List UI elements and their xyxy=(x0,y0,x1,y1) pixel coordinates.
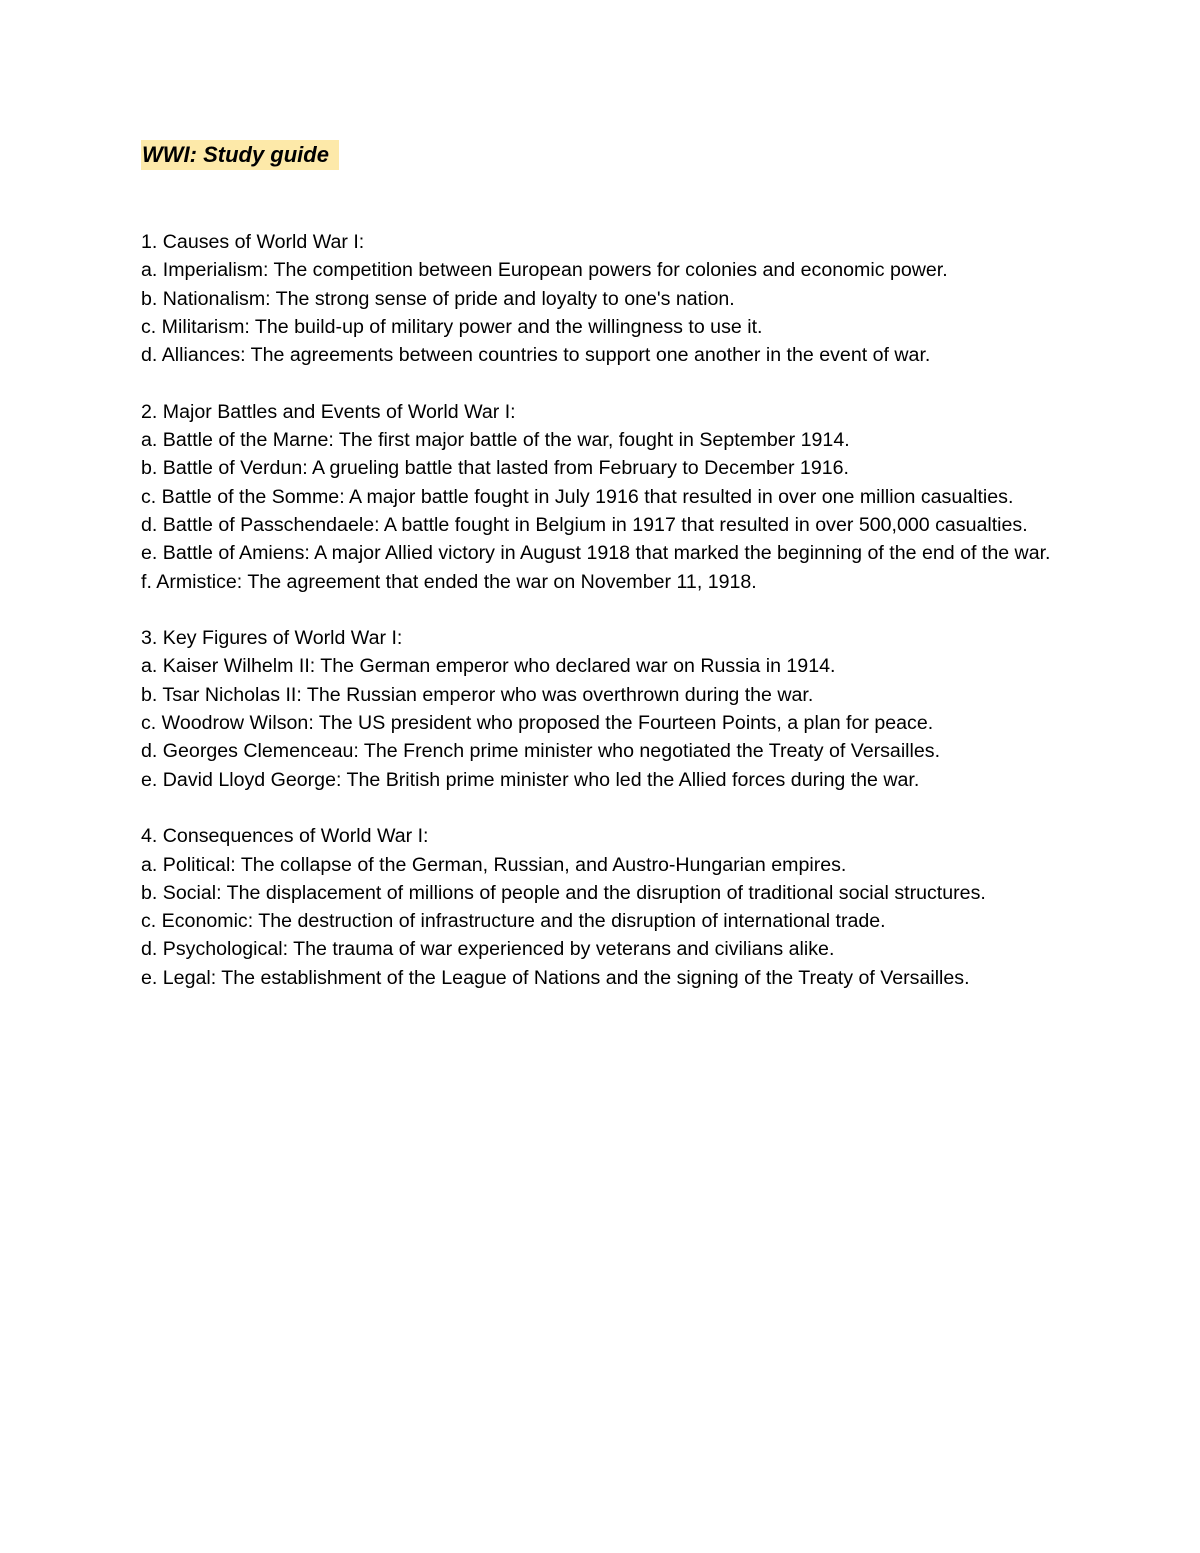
list-item: b. Social: The displacement of millions of people and the disruption of traditional social structures. xyxy=(141,881,986,904)
list-item: d. Georges Clemenceau: The French prime minister who negotiated the Treaty of Versailles. xyxy=(141,740,941,763)
section-heading: 1. Causes of World War I: xyxy=(141,231,365,253)
list-item: c. Militarism: The build-up of military power and the willingness to use it. xyxy=(141,315,763,338)
list-item: e. David Lloyd George: The British prime minister who led the Allied forces during the war. xyxy=(141,768,920,791)
list-item: c. Battle of the Somme: A major battle fought in July 1916 that resulted in over one million casualties. xyxy=(141,485,1014,508)
list-item: f. Armistice: The agreement that ended the war on November 11, 1918. xyxy=(141,570,757,593)
list-item: a. Imperialism: The competition between European powers for colonies and economic power. xyxy=(141,259,948,282)
list-item: e. Legal: The establishment of the League of Nations and the signing of the Treaty of Versailles. xyxy=(141,966,970,989)
section-heading: 3. Key Figures of World War I: xyxy=(141,627,403,650)
list-item: d. Battle of Passchendaele: A battle fought in Belgium in 1917 that resulted in over 500,000 casualties. xyxy=(141,513,1028,536)
section-battles xyxy=(141,398,1071,596)
document-title: WWI: Study guide xyxy=(141,140,339,170)
list-item: b. Nationalism: The strong sense of pride and loyalty to one's nation. xyxy=(141,287,735,310)
list-item: c. Woodrow Wilson: The US president who proposed the Fourteen Points, a plan for peace. xyxy=(141,712,934,735)
list-item: d. Psychological: The trauma of war experienced by veterans and civilians alike. xyxy=(141,938,835,961)
list-item: b. Tsar Nicholas II: The Russian emperor who was overthrown during the war. xyxy=(141,683,814,706)
section-consequences xyxy=(141,822,1071,992)
document-body xyxy=(141,228,1071,1020)
list-item: a. Battle of the Marne: The first major battle of the war, fought in September 1914. xyxy=(141,429,850,452)
list-item: a. Political: The collapse of the German, Russian, and Austro-Hungarian empires. xyxy=(141,853,847,876)
list-item: c. Economic: The destruction of infrastructure and the disruption of international trade. xyxy=(141,910,886,933)
list-item: e. Battle of Amiens: A major Allied victory in August 1918 that marked the beginning of the end of the war. xyxy=(141,542,1051,565)
section-causes xyxy=(141,228,1071,369)
section-heading: 4. Consequences of World War I: xyxy=(141,825,429,848)
list-item: a. Kaiser Wilhelm II: The German emperor who declared war on Russia in 1914. xyxy=(141,655,836,678)
list-item: d. Alliances: The agreements between countries to support one another in the event of war. xyxy=(141,344,931,367)
list-item: b. Battle of Verdun: A grueling battle that lasted from February to December 1916. xyxy=(141,457,849,480)
section-key-figures xyxy=(141,624,1071,794)
section-heading: 2. Major Battles and Events of World War I: xyxy=(141,400,516,423)
